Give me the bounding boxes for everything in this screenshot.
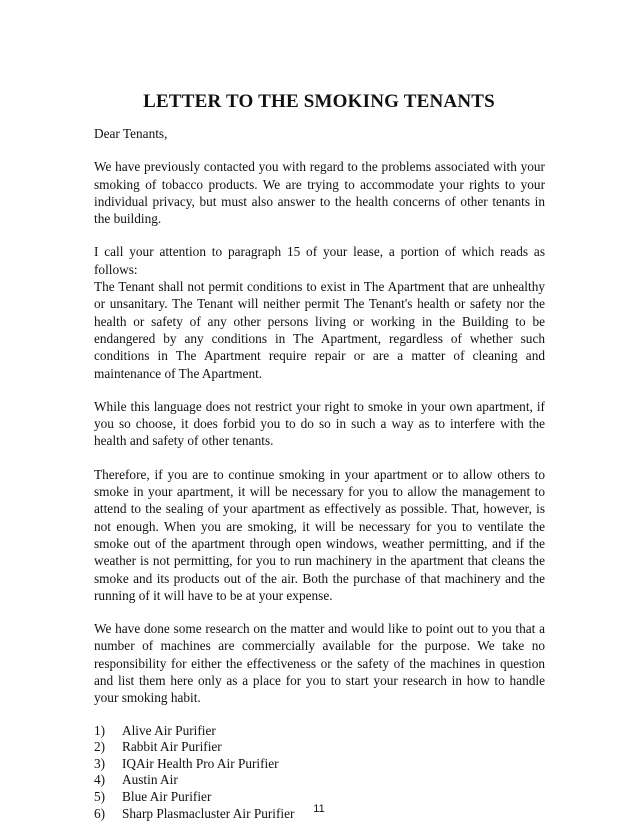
list-item: [94, 739, 545, 756]
salutation: Dear Tenants,: [94, 126, 168, 141]
list-item-number: 3): [94, 755, 106, 771]
list-item-number: 5): [94, 788, 106, 804]
page-number: 11: [313, 803, 325, 815]
list-item-number: 6): [94, 805, 106, 821]
paragraph-ventilation-requirement: Therefore, if you are to continue smoking in your apartment or to allow others to smoke in your apartment, it will be necessary for you to allow the management to attend to the sealing of your apartment as effectively as possible. That, however, is not enough. When you are smoking, it will be necessary for you to ventilate the smoke out of the apartment through open windows, weather permitting, and if the weather is not permitting, for you to run machinery in the apartment that cleans the smoke and its products out of the air. Both the purchase of that machinery and the running of it will have to be at your expense.: [94, 466, 545, 603]
list-item: [94, 756, 545, 773]
list-item: [94, 723, 545, 740]
list-item-number: 2): [94, 739, 106, 755]
list-item-text: Blue Air Purifier: [122, 788, 212, 804]
list-item: [94, 772, 545, 789]
page-title: LETTER TO THE SMOKING TENANTS: [143, 91, 495, 112]
list-item-text: IQAir Health Pro Air Purifier: [122, 755, 279, 771]
paragraph-language-restriction: While this language does not restrict your right to smoke in your own apartment, if you so choose, it does forbid you to do so in such a way as to interfere with the health and safety of other tenants.: [94, 398, 545, 449]
list-item-number: 1): [94, 722, 106, 738]
list-item-number: 4): [94, 772, 106, 788]
letter-body: [94, 125, 545, 822]
paragraph-previous-contact: We have previously contacted you with regard to the problems associated with your smoking of tobacco products. We are trying to accommodate your rights to your individual privacy, but must also answer to the health concerns of other tenants in the building.: [94, 159, 545, 227]
list-item-text: Sharp Plasmacluster Air Purifier: [122, 805, 295, 821]
paragraph-lease-reference: I call your attention to paragraph 15 of your lease, a portion of which reads as follows:: [94, 244, 545, 277]
lease-quote: The Tenant shall not permit conditions to exist in The Apartment that are unhealthy or unsanitary. The Tenant will neither permit The Tenant's health or safety nor the health or safety of any other persons living or working in the Building to be endangered by any conditions in The Apartment, regardless of whether such conditions in The Apartment require repair or are a matter of cleaning and maintenance of The Apartment.: [94, 279, 545, 381]
list-item-text: Alive Air Purifier: [122, 722, 216, 738]
list-item-text: Austin Air: [122, 772, 178, 788]
list-item-text: Rabbit Air Purifier: [122, 739, 222, 755]
paragraph-research: We have done some research on the matter and would like to point out to you that a number of machines are commercially available for the purpose. We take no responsibility for either the effectiveness or the safety of the machines in question and list them here only as a place for you to start your research in how to handle your smoking habit.: [94, 621, 545, 706]
